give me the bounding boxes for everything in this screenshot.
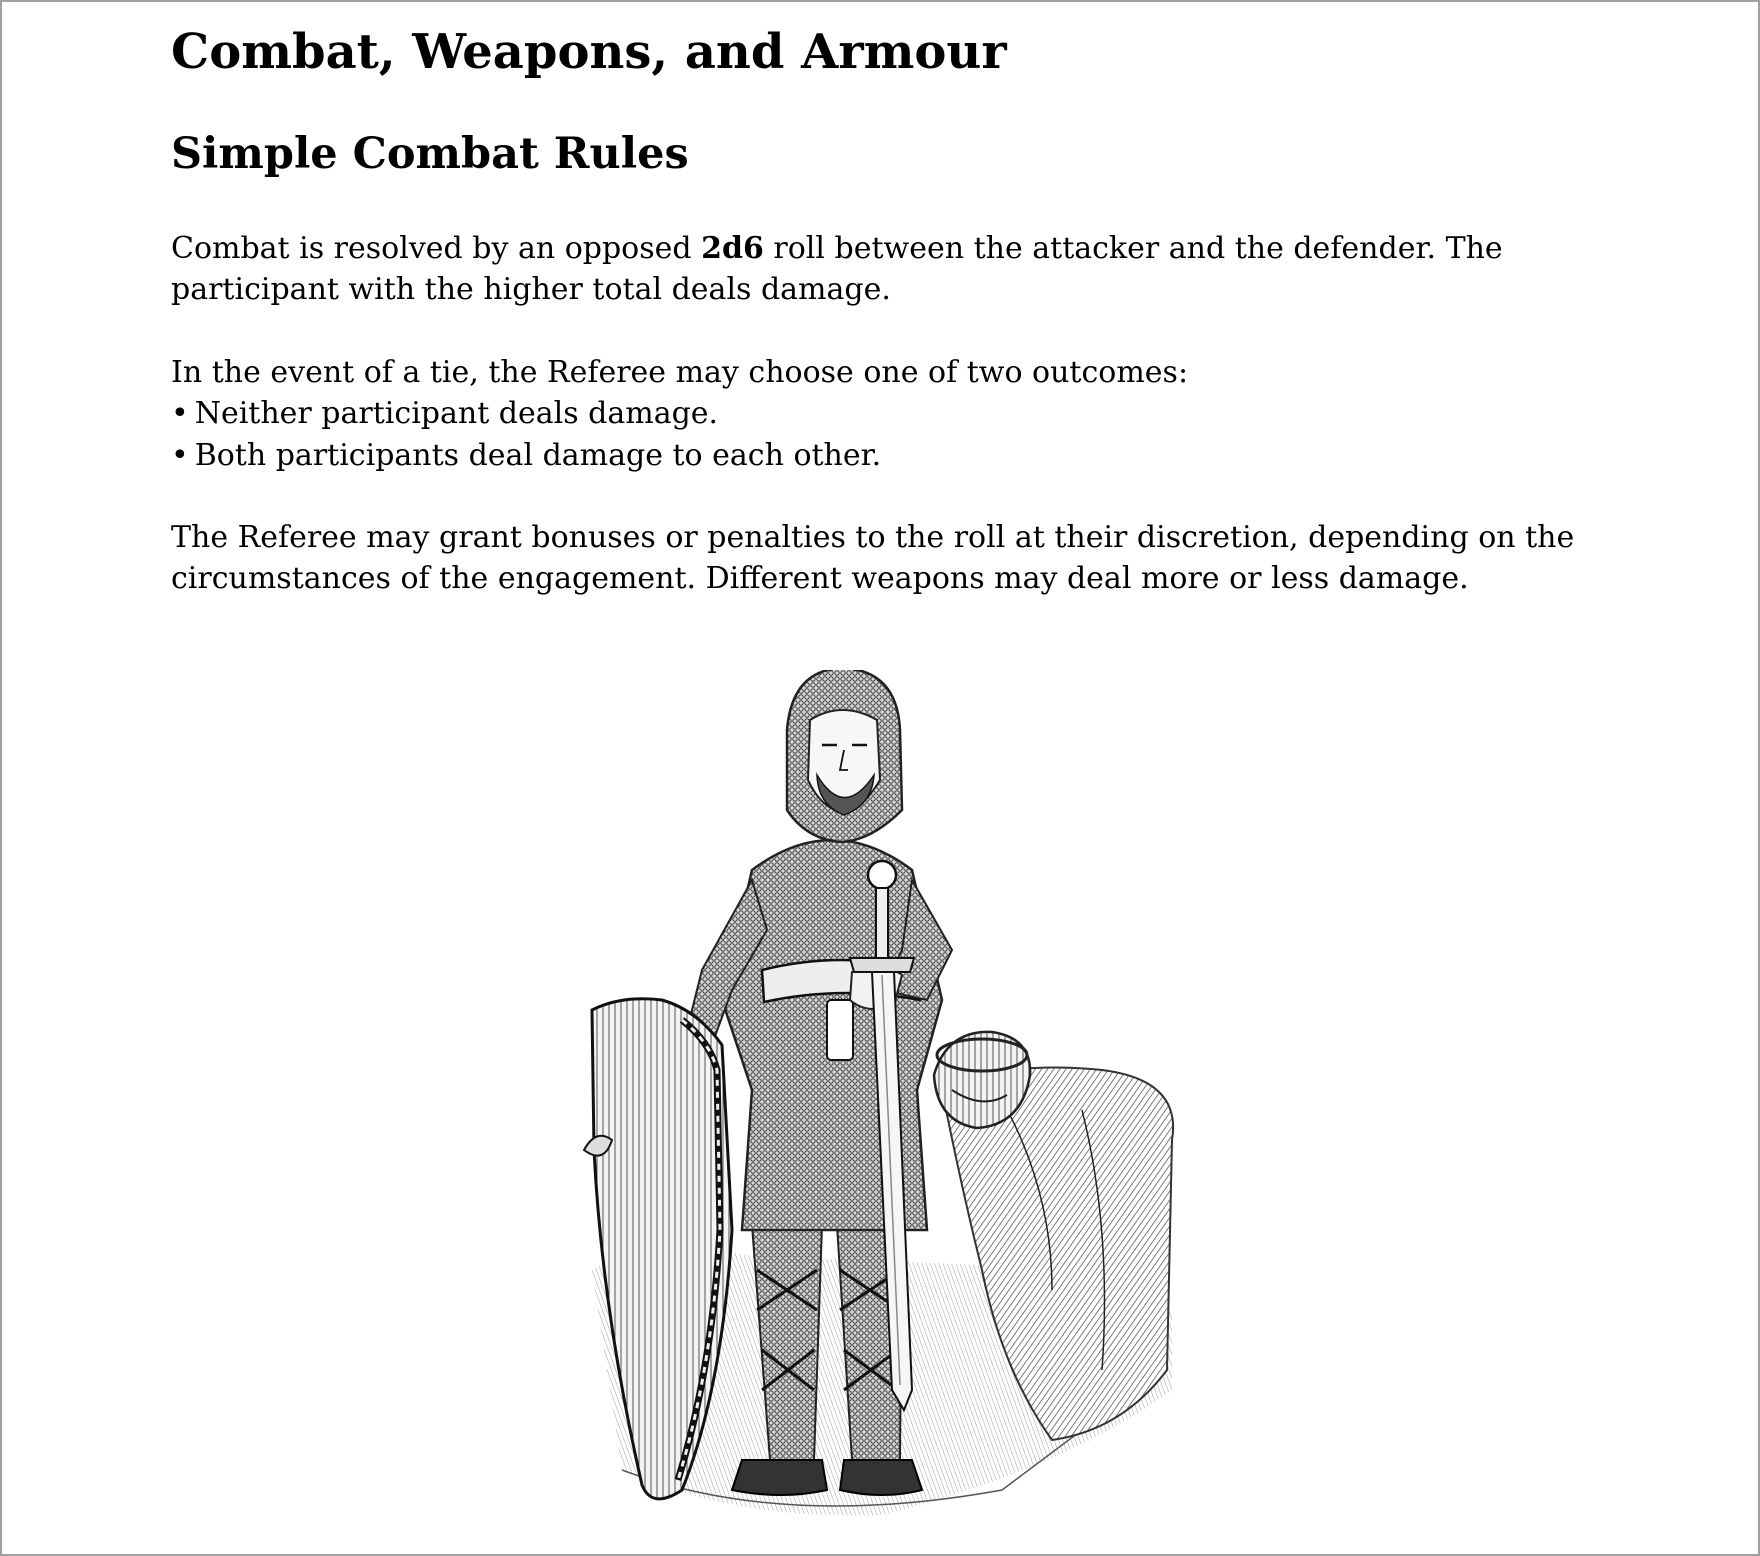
list-item-text: Both participants deal damage to each other. xyxy=(194,438,882,473)
tie-outcomes-list xyxy=(171,393,1611,477)
tie-paragraph xyxy=(171,352,1611,477)
knight-illustration xyxy=(582,670,1182,1540)
para1-before: Combat is resolved by an opposed xyxy=(171,231,702,266)
knight-head xyxy=(787,670,902,842)
referee-bonus-paragraph: The Referee may grant bonuses or penalties to the roll at their discretion, depending on the circumstances of the engagement. Different weapons may deal more or less damage. xyxy=(171,520,1575,596)
list-item-text: Neither participant deals damage. xyxy=(194,396,719,431)
list-item xyxy=(171,435,1611,477)
para1-after: roll between the attacker and the defender. The participant with the higher total deals damage. xyxy=(171,231,1503,307)
combat-resolution-paragraph xyxy=(171,228,1611,310)
bullet-icon: • xyxy=(171,396,189,431)
dice-notation: 2d6 xyxy=(701,231,764,266)
page-title: Combat, Weapons, and Armour xyxy=(171,24,1007,80)
section-heading: Simple Combat Rules xyxy=(171,129,689,179)
list-item xyxy=(171,393,1611,435)
bullet-icon: • xyxy=(171,438,189,473)
tie-intro: In the event of a tie, the Referee may choose one of two outcomes: xyxy=(171,355,1189,390)
